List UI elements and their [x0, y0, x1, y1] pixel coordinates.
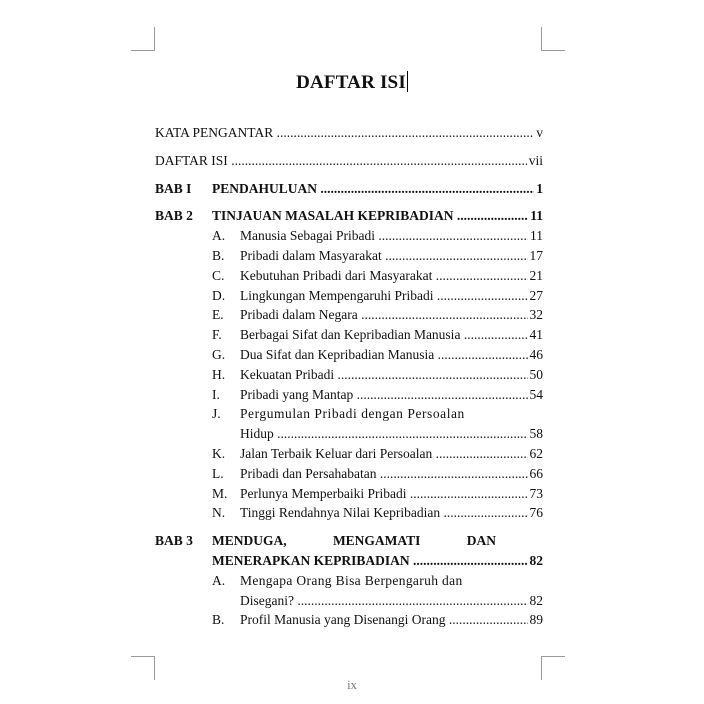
section-page: 58 — [529, 426, 543, 442]
section-letter: F. — [212, 327, 222, 343]
section-page: 46 — [529, 346, 543, 362]
toc-section-2f — [155, 325, 543, 345]
section-title-continued: Disegani? ..... — [240, 591, 528, 611]
toc-chapter-2 — [155, 206, 543, 226]
toc-entry-page: v — [536, 125, 543, 140]
section-page: 11 — [530, 228, 543, 244]
section-page: 41 — [529, 327, 543, 343]
page-title-text: DAFTAR ISI — [296, 72, 406, 93]
section-page: 21 — [529, 267, 543, 283]
toc-entry-daftar-isi — [155, 151, 543, 171]
toc-section-2l — [155, 464, 543, 484]
chapter-title-word: MENGAMATI — [332, 533, 421, 549]
section-title: Tinggi Rendahnya Nilai Kepribadian ..... — [240, 503, 528, 523]
section-letter: K. — [212, 445, 226, 461]
section-title: Manusia Sebagai Pribadi ..... — [240, 226, 528, 246]
section-letter: G. — [212, 346, 226, 362]
toc-section-2n — [155, 503, 543, 523]
section-letter: A. — [212, 228, 226, 244]
section-page: 54 — [529, 386, 543, 402]
chapter-number: BAB I — [155, 180, 192, 196]
chapter-number: BAB 3 — [155, 533, 193, 549]
section-letter: N. — [212, 505, 226, 521]
section-letter: E. — [212, 307, 224, 323]
section-title: Jalan Terbaik Keluar dari Persoalan ..... — [240, 444, 528, 464]
section-page: 27 — [529, 287, 543, 303]
crop-mark-top-right — [541, 27, 565, 51]
section-letter: B. — [212, 612, 225, 628]
toc-chapter-3-line2 — [155, 551, 543, 571]
section-title: Pribadi dalam Masyarakat ..... — [240, 246, 528, 266]
section-title: Dua Sifat dan Kepribadian Manusia ..... — [240, 345, 528, 365]
toc-section-2a — [155, 226, 543, 246]
page-title — [0, 71, 704, 94]
section-page: 66 — [529, 465, 543, 481]
section-title: Kebutuhan Pribadi dari Masyarakat ..... — [240, 266, 528, 286]
toc-chapter-1 — [155, 179, 543, 199]
toc-section-3a-line1 — [155, 571, 543, 591]
chapter-title — [212, 531, 543, 551]
section-page: 17 — [529, 247, 543, 263]
section-page: 89 — [529, 612, 543, 628]
section-letter: L. — [212, 465, 224, 481]
toc-entry-label: DAFTAR ISI ..... — [155, 151, 527, 171]
section-title: Lingkungan Mempengaruhi Pribadi ..... — [240, 286, 528, 306]
chapter-page: 1 — [536, 180, 543, 196]
toc-section-2c — [155, 266, 543, 286]
toc-entry-page: vii — [528, 152, 543, 168]
toc-entry-label: KATA PENGANTAR ..... — [155, 123, 534, 143]
toc-section-2j-line1 — [155, 404, 543, 424]
toc-section-2e — [155, 305, 543, 325]
page-number: ix — [347, 678, 357, 692]
section-title: Pribadi dalam Negara ..... — [240, 305, 528, 325]
toc-section-3a-line2 — [155, 591, 543, 611]
section-page: 32 — [529, 307, 543, 323]
section-letter: D. — [212, 287, 226, 303]
chapter-title-word: DAN — [466, 533, 496, 549]
toc-section-2i — [155, 385, 543, 405]
section-title: Pergumulan Pribadi dengan Persoalan — [240, 406, 465, 422]
crop-mark-bottom-right — [541, 656, 565, 680]
chapter-page: 82 — [529, 552, 543, 568]
section-page: 62 — [529, 445, 543, 461]
toc-entry-kata-pengantar — [155, 123, 543, 143]
toc-section-2k — [155, 444, 543, 464]
toc-section-2j-line2 — [155, 424, 543, 444]
toc-section-2b — [155, 246, 543, 266]
chapter-page: 11 — [530, 208, 543, 224]
crop-mark-top-left — [131, 27, 155, 51]
section-letter: B. — [212, 247, 225, 263]
table-of-contents — [155, 123, 543, 630]
toc-chapter-3-line1 — [155, 531, 543, 551]
chapter-title-word: MENDUGA, — [212, 533, 287, 549]
section-letter: A. — [212, 572, 226, 588]
section-title: Pribadi dan Persahabatan ..... — [240, 464, 528, 484]
toc-section-2g — [155, 345, 543, 365]
text-cursor — [407, 71, 408, 92]
toc-section-2d — [155, 286, 543, 306]
section-letter: H. — [212, 366, 226, 382]
chapter-title: PENDAHULUAN ..... — [212, 179, 534, 199]
section-page: 50 — [529, 366, 543, 382]
section-page: 82 — [529, 592, 543, 608]
toc-section-2m — [155, 484, 543, 504]
section-page: 73 — [529, 485, 543, 501]
section-title: Profil Manusia yang Disenangi Orang ..... — [240, 610, 528, 630]
section-page: 76 — [529, 505, 543, 521]
section-title-continued: Hidup ..... — [240, 424, 528, 444]
chapter-title-continued: MENERAPKAN KEPRIBADIAN ..... — [212, 551, 528, 571]
crop-mark-bottom-left — [131, 656, 155, 680]
toc-section-2h — [155, 365, 543, 385]
section-title: Perlunya Memperbaiki Pribadi ..... — [240, 484, 528, 504]
chapter-number: BAB 2 — [155, 208, 193, 224]
section-letter: C. — [212, 267, 225, 283]
section-title: Kekuatan Pribadi ..... — [240, 365, 528, 385]
section-letter: J. — [212, 406, 221, 422]
toc-section-3b — [155, 610, 543, 630]
section-letter: I. — [212, 386, 220, 402]
section-title: Mengapa Orang Bisa Berpengaruh dan — [240, 572, 463, 588]
section-title: Berbagai Sifat dan Kepribadian Manusia ..... — [240, 325, 528, 345]
section-title: Pribadi yang Mantap ..... — [240, 385, 528, 405]
chapter-title: TINJAUAN MASALAH KEPRIBADIAN ..... — [212, 206, 528, 226]
section-letter: M. — [212, 485, 228, 501]
